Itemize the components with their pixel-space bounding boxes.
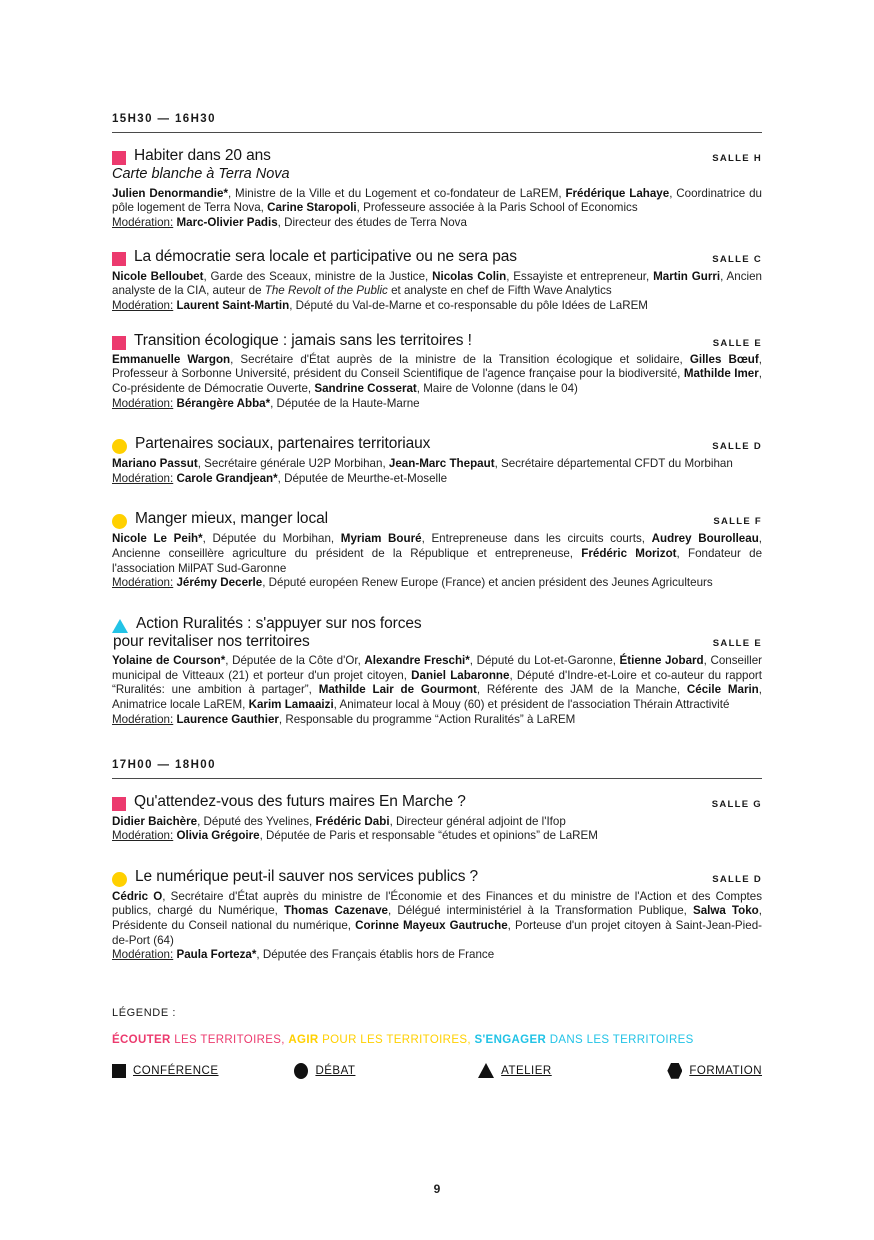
tagline-ecouter-rest: LES TERRITOIRES, bbox=[170, 1033, 285, 1046]
moderation-label: Modération: bbox=[112, 576, 174, 590]
tagline-agir bbox=[288, 1034, 471, 1046]
session-item[interactable] bbox=[112, 793, 762, 843]
tagline-sengager-strong: S'ENGAGER bbox=[474, 1033, 547, 1046]
timeslot-label: 17H00 — 18H00 bbox=[112, 759, 216, 772]
circle-icon bbox=[294, 1063, 308, 1079]
legend-item-label: FORMATION bbox=[689, 1064, 763, 1077]
moderation-value: Paula Forteza*, Députée des Français établis hors de France bbox=[176, 948, 495, 962]
session-title bbox=[113, 614, 422, 652]
legend-item-label: CONFÉRENCE bbox=[133, 1064, 219, 1077]
salle-label: SALLE D bbox=[712, 441, 762, 453]
salle-label: SALLE H bbox=[712, 153, 762, 164]
circle-yellow-icon bbox=[112, 872, 127, 887]
session-item[interactable] bbox=[112, 435, 762, 486]
session-title: Partenaires sociaux, partenaires territoriaux bbox=[135, 435, 431, 453]
salle-label: SALLE D bbox=[712, 873, 762, 885]
triangle-icon bbox=[478, 1063, 494, 1078]
legend-item-conference bbox=[112, 1064, 219, 1078]
session-title: Manger mieux, manger local bbox=[135, 510, 328, 528]
session-title-line1: Action Ruralités : s'appuyer sur nos forces bbox=[136, 614, 422, 632]
speakers-text: Didier Baichère, Député des Yvelines, Frédéric Dabi, Directeur général adjoint de l'Ifop bbox=[112, 814, 566, 828]
legend-item-atelier bbox=[478, 1063, 552, 1078]
moderation-text bbox=[112, 299, 762, 314]
tagline-sengager bbox=[474, 1034, 693, 1046]
moderation-label: Modération: bbox=[112, 948, 174, 962]
salle-label: SALLE E bbox=[712, 337, 762, 349]
moderation-value: Marc-Olivier Padis, Directeur des études de Terra Nova bbox=[176, 215, 467, 229]
moderation-value: Olivia Grégoire, Députée de Paris et responsable “études et opinions” de LaREM bbox=[176, 829, 598, 843]
tagline-agir-strong: AGIR bbox=[288, 1033, 319, 1046]
moderation-label: Modération: bbox=[112, 215, 174, 229]
divider bbox=[112, 132, 762, 133]
speakers-text: Emmanuelle Wargon, Secrétaire d'État auprès de la ministre de la Transition écologique et solidaire, Gilles Bœuf, Professeur à Sorbonne Université, président du Conseil Scientifique de l'agence française pour la biodiversité, Mathilde Imer, Co-présidente de Démocratie Ouverte, Sandrine Cosserat, Maire de Volonne (dans le 04) bbox=[112, 352, 762, 395]
speakers-text: Nicole Belloubet, Garde des Sceaux, ministre de la Justice, Nicolas Colin, Essayiste et entrepreneur, Martin Gurri, Ancien analyste de la CIA, auteur de The Revolt of the Public et analyste en chef de Fifth Wave Analytics bbox=[112, 269, 762, 298]
session-item[interactable] bbox=[112, 248, 762, 313]
salle-label: SALLE F bbox=[713, 516, 762, 528]
divider bbox=[112, 778, 762, 779]
moderation-label: Modération: bbox=[112, 712, 174, 726]
legend bbox=[112, 1007, 762, 1079]
moderation-label: Modération: bbox=[112, 396, 174, 410]
legend-item-label: DÉBAT bbox=[315, 1064, 356, 1077]
session-title: Transition écologique : jamais sans les territoires ! bbox=[134, 331, 472, 349]
session-item[interactable] bbox=[112, 868, 762, 963]
moderation-text bbox=[112, 216, 762, 231]
moderation-value: Jérémy Decerle, Député européen Renew Europe (France) et ancien président des Jeunes Agriculteurs bbox=[176, 576, 713, 590]
circle-yellow-icon bbox=[112, 514, 127, 529]
circle-yellow-icon bbox=[112, 439, 127, 454]
speakers-text: Mariano Passut, Secrétaire générale U2P Morbihan, Jean-Marc Thepaut, Secrétaire départemental CFDT du Morbihan bbox=[112, 457, 733, 471]
square-pink-icon bbox=[112, 336, 126, 350]
moderation-text bbox=[112, 576, 762, 591]
tagline-ecouter-strong: ÉCOUTER bbox=[112, 1033, 171, 1046]
timeslot-label: 15H30 — 16H30 bbox=[112, 113, 216, 125]
legend-tagline bbox=[112, 1034, 762, 1046]
page-number: 9 bbox=[433, 1182, 441, 1196]
salle-label: SALLE E bbox=[712, 638, 762, 650]
square-pink-icon bbox=[112, 151, 126, 165]
legend-item-label: ATELIER bbox=[501, 1064, 552, 1077]
time-block bbox=[112, 759, 762, 962]
tagline-ecouter bbox=[112, 1034, 285, 1046]
program-page bbox=[112, 0, 762, 1240]
moderation-text bbox=[112, 397, 762, 412]
session-title-line2: pour revitaliser nos territoires bbox=[113, 633, 310, 651]
session-title: Qu'attendez-vous des futurs maires En Marche ? bbox=[134, 793, 466, 811]
square-pink-icon bbox=[112, 252, 126, 266]
legend-title: LÉGENDE : bbox=[112, 1006, 177, 1019]
square-pink-icon bbox=[112, 797, 126, 811]
speakers-text: Julien Denormandie*, Ministre de la Ville et du Logement et co-fondateur de LaREM, Frédérique Lahaye, Coordinatrice du pôle logement de Terra Nova, Carine Staropoli, Professeure associée à la Paris School of Economics bbox=[112, 186, 763, 215]
tagline-sengager-rest: DANS LES TERRITOIRES bbox=[546, 1033, 694, 1046]
moderation-label: Modération: bbox=[112, 298, 174, 312]
moderation-text bbox=[112, 472, 762, 487]
session-title: Le numérique peut-il sauver nos services publics ? bbox=[135, 867, 479, 885]
speakers-text: Yolaine de Courson*, Députée de la Côte d'Or, Alexandre Freschi*, Député du Lot-et-Garonne, Étienne Jobard, Conseiller municipal de Vitteaux (21) et porteur d'un projet citoyen, Daniel Labaronne, Député d'Indre-et-Loire et co-auteur du rapport “Ruralités: une ambition à partager”, Mathilde Lair de Gourmont, Référente des JAM de la Manche, Cécile Marin, Animatrice locale LaREM, Karim Lamaaizi, Animateur local à Mouy (60) et président de l'association Thérain Attractivité bbox=[112, 654, 762, 712]
salle-label: SALLE G bbox=[711, 799, 762, 811]
session-title: Habiter dans 20 ans bbox=[134, 147, 271, 164]
moderation-value: Laurent Saint-Martin, Député du Val-de-Marne et co-responsable du pôle Idées de LaREM bbox=[176, 298, 648, 312]
moderation-text bbox=[112, 713, 762, 728]
moderation-label: Modération: bbox=[112, 471, 174, 485]
session-item[interactable] bbox=[112, 510, 762, 590]
moderation-value: Carole Grandjean*, Députée de Meurthe-et-Moselle bbox=[176, 471, 448, 485]
legend-item-formation bbox=[667, 1063, 762, 1079]
legend-shape-list bbox=[112, 1063, 762, 1079]
square-icon bbox=[112, 1064, 126, 1078]
hexagon-icon bbox=[667, 1063, 682, 1079]
triangle-cyan-icon bbox=[112, 619, 128, 633]
moderation-label: Modération: bbox=[112, 829, 174, 843]
time-block bbox=[112, 0, 762, 727]
speakers-text: Nicole Le Peih*, Députée du Morbihan, Myriam Bouré, Entrepreneuse dans les circuits courts, Audrey Bourolleau, Ancienne conseillère agriculture du président de la République et entrepreneuse, Frédéric Morizot, Fondateur de l'association MilPAT Sud-Garonne bbox=[112, 532, 763, 575]
session-title: La démocratie sera locale et participative ou ne sera pas bbox=[134, 248, 517, 266]
session-item[interactable] bbox=[112, 332, 762, 412]
moderation-value: Bérangère Abba*, Députée de la Haute-Marne bbox=[176, 396, 420, 410]
speakers-text: Cédric O, Secrétaire d'État auprès du ministre de l'Économie et des Finances et du ministre de l'Action et des Comptes publics, chargé du Numérique, Thomas Cazenave, Délégué interministériel à la Transformation Publique, Salwa Toko, Présidente du Conseil national du numérique, Corinne Mayeux Gautruche, Porteuse d'un projet citoyen à Saint-Jean-Pied-de-Port (64) bbox=[112, 889, 762, 947]
salle-label: SALLE C bbox=[712, 254, 762, 266]
moderation-text bbox=[112, 829, 762, 844]
moderation-text bbox=[112, 948, 762, 963]
moderation-value: Laurence Gauthier, Responsable du programme “Action Ruralités” à LaREM bbox=[176, 712, 576, 726]
legend-item-debat bbox=[294, 1063, 355, 1079]
session-subtitle: Carte blanche à Terra Nova bbox=[112, 166, 290, 183]
session-item[interactable] bbox=[112, 147, 762, 230]
session-item[interactable] bbox=[112, 615, 762, 728]
tagline-agir-rest: POUR LES TERRITOIRES, bbox=[318, 1033, 471, 1046]
